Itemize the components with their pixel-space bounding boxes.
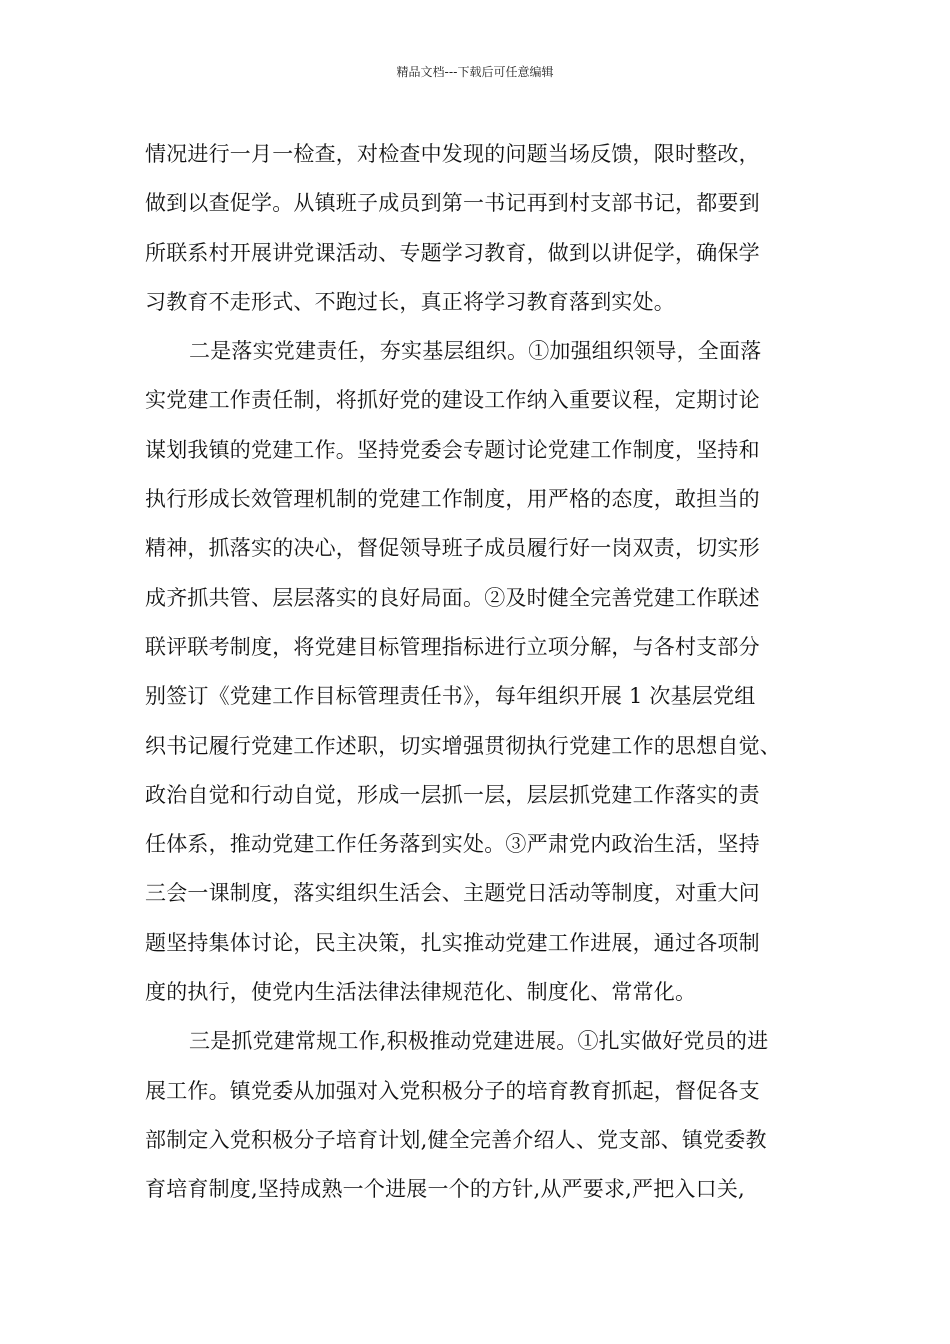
text-line: 育培育制度,坚持成熟一个进展一个的方针,从严要求,严把入口关, [145, 1177, 745, 1202]
page-header: 精品文档---下载后可任意编辑 [396, 65, 554, 79]
text-line: 政治自觉和行动自觉，形成一层抓一层，层层抓党建工作落实的责 [145, 782, 760, 807]
text-line-first: 三是抓党建常规工作,积极推动党建进展。①扎实做好党员的进 [189, 1029, 769, 1054]
text-line: 执行形成长效管理机制的党建工作制度，用严格的态度，敢担当的 [145, 487, 760, 512]
text-line: 实党建工作责任制，将抓好党的建设工作纳入重要议程，定期讨论 [145, 388, 760, 413]
text-line: 精神，抓落实的决心，督促领导班子成员履行好一岗双责，切实形 [145, 536, 760, 561]
text-line: 别签订《党建工作目标管理责任书》，每年组织开展 1 次基层党组 [145, 684, 756, 709]
text-line: 谋划我镇的党建工作。坚持党委会专题讨论党建工作制度，坚持和 [145, 437, 760, 462]
text-line: 部制定入党积极分子培育计划,健全完善介绍人、党支部、镇党委教 [145, 1127, 767, 1152]
paragraph-2 [145, 327, 825, 1017]
document-body [145, 130, 825, 1215]
text-line: 度的执行，使党内生活法律法律规范化、制度化、常常化。 [145, 980, 697, 1005]
text-line: 情况进行一月一检查，对检查中发现的问题当场反馈，限时整改， [145, 142, 760, 166]
text-line: 织书记履行党建工作述职，切实增强贯彻执行党建工作的思想自觉、 [145, 733, 781, 758]
text-line: 成齐抓共管、层层落实的良好局面。②及时健全完善党建工作联述 [145, 585, 760, 610]
text-line: 做到以查促学。从镇班子成员到第一书记再到村支部书记，都要到 [145, 191, 760, 216]
paragraph-1 [145, 130, 825, 327]
text-line-first: 二是落实党建责任，夯实基层组织。①加强组织领导，全面落 [189, 339, 762, 364]
text-line: 所联系村开展讲党课活动、专题学习教育，做到以讲促学，确保学 [145, 240, 760, 265]
text-line: 任体系，推动党建工作任务落到实处。③严肃党内政治生活，坚持 [145, 832, 760, 857]
text-line: 习教育不走形式、不跑过长，真正将学习教育落到实处。 [145, 289, 675, 314]
text-line: 联评联考制度，将党建目标管理指标进行立项分解，与各村支部分 [145, 634, 760, 659]
text-line: 题坚持集体讨论，民主决策，扎实推动党建工作进展，通过各项制 [145, 930, 760, 955]
text-line: 三会一课制度，落实组织生活会、主题党日活动等制度，对重大问 [145, 881, 760, 906]
paragraph-3 [145, 1017, 825, 1214]
text-line: 展工作。镇党委从加强对入党积极分子的培育教育抓起，督促各支 [145, 1078, 760, 1103]
